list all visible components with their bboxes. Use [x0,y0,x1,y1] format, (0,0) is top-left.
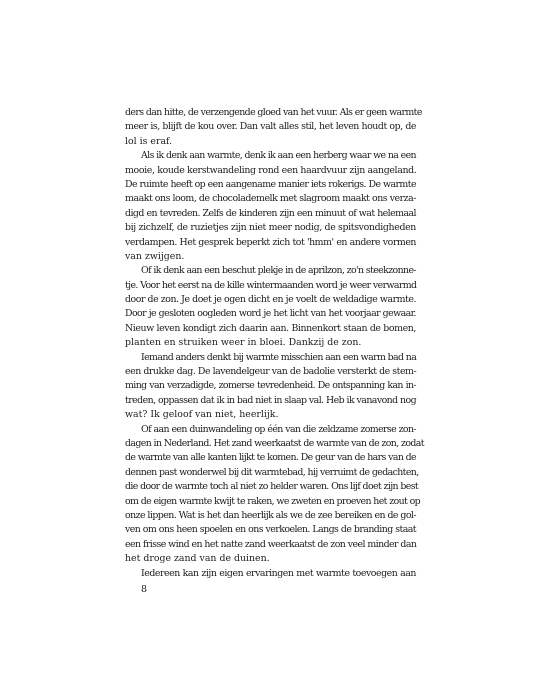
text-line: bij zichzelf, de ruzietjes zijn niet meer nodig, de spitsvondigheden [125,222,416,234]
text-line: door de zon. Je doet je ogen dicht en je voelt de weldadige warmte. [125,294,416,306]
text-line: ven om ons heen spoelen en ons verkoelen. Langs de branding staat [125,524,416,536]
text-line: die door de warmte toch al niet zo helder waren. Ons lijf doet zijn best [125,481,419,493]
body-text [125,106,424,581]
text-line: planten en struiken weer in bloei. Dankzij de zon. [125,337,362,349]
page-number: 8 [141,584,148,595]
text-line: Nieuw leven kondigt zich daarin aan. Binnenkort staan de bomen, [125,322,416,334]
text-line: Of ik denk aan een beschut plekje in de aprilzon, zo'n steekzonne- [141,265,416,277]
text-line: treden, oppassen dat ik in bad niet in slaap val. Heb ik vanavond nog [125,394,417,406]
text-line: ders dan hitte, de verzengende gloed van het vuur. Als er geen warmte [125,107,422,118]
text-line: een frisse wind en het natte zand weerkaatst de zon veel minder dan [125,538,417,550]
text-line: een drukke dag. De lavendelgeur van de badolie versterkt de stem- [125,366,417,378]
text-line: wat? Ik geloof van niet, heerlijk. [125,409,279,421]
text-line: van zwijgen. [125,250,185,262]
text-line: dagen in Nederland. Het zand weerkaatst de warmte van de zon, zodat [125,437,424,449]
text-line: om de eigen warmte kwijt te raken, we zweten en proeven het zout op [125,495,421,507]
text-line: tje. Voor het eerst na de kille wintermaanden word je weer verwarmd [125,279,417,291]
text-line: mooie, koude kerstwandeling rond een haardvuur zijn aangeland. [125,164,417,176]
text-line: maakt ons loom, de chocolademelk met slagroom maakt ons verza- [125,193,417,205]
text-line: digd en tevreden. Zelfs de kinderen zijn een minuut of wat helemaal [125,207,416,219]
text-line: onze lippen. Wat is het dan heerlijk als we de zee bereiken en de gol- [125,509,416,521]
text-line: de warmte van alle kanten lijkt te komen. De geur van de hars van de [125,452,416,464]
text-line: ming van verzadigde, zomerse tevredenheid. De ontspanning kan in- [125,380,416,392]
text-line: Iemand anders denkt bij warmte misschien aan een warm bad na [141,351,417,363]
text-line: dennen past wonderwel bij dit warmtebad, hij verruimt de gedachten, [125,466,419,478]
text-line: Iedereen kan zijn eigen ervaringen met warmte toevoegen aan [141,567,416,579]
text-line: verdampen. Het gesprek beperkt zich tot 'hmm' en andere vormen [125,236,416,248]
text-line: De ruimte heeft op een aangename manier iets rokerigs. De warmte [125,178,416,190]
text-line: Als ik denk aan warmte, denk ik aan een herberg waar we na een [141,150,416,162]
text-line: Of aan een duinwandeling op één van die zeldzame zomerse zon- [141,423,416,435]
text-line: Door je gesloten oogleden word je het licht van het voorjaar gewaar. [125,308,416,320]
text-line: meer is, blijft de kou over. Dan valt alles stil, het leven houdt op, de [125,121,416,133]
text-line: het droge zand van de duinen. [125,553,270,565]
text-line: lol is eraf. [125,135,173,147]
